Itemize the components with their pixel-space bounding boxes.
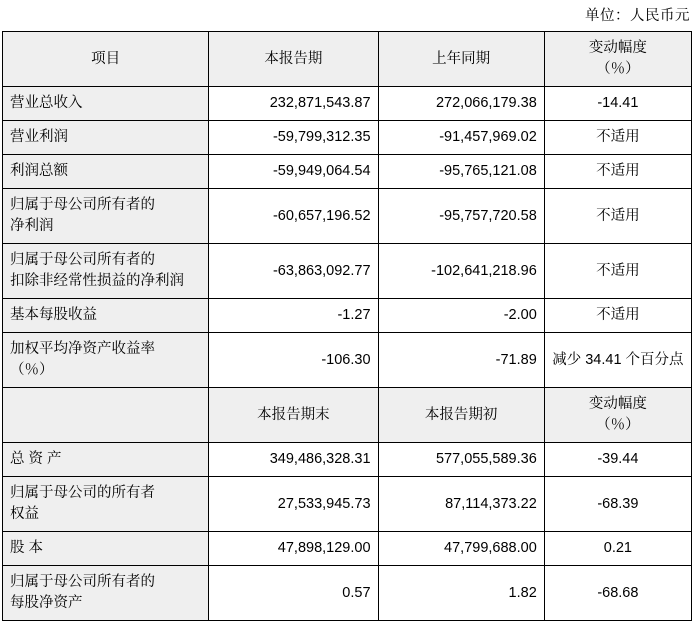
row-label: 总 资 产 bbox=[3, 443, 209, 477]
row-change-value: 不适用 bbox=[544, 121, 691, 155]
row-label-line1: 归属于母公司所有者的 bbox=[10, 252, 155, 269]
table-row bbox=[3, 189, 692, 244]
row-label: 营业利润 bbox=[3, 121, 209, 155]
table-row bbox=[3, 87, 692, 121]
header-item-balance bbox=[3, 388, 209, 443]
row-label-line1: 归属于母公司所有者的 bbox=[10, 197, 155, 214]
row-change-value: -14.41 bbox=[544, 87, 691, 121]
row-label: 营业总收入 bbox=[3, 87, 209, 121]
row-previous-value: 47,799,688.00 bbox=[378, 532, 544, 566]
row-label-line2: （％） bbox=[10, 362, 54, 379]
row-previous-value: -2.00 bbox=[378, 299, 544, 333]
row-current-value: 349,486,328.31 bbox=[209, 443, 378, 477]
row-previous-value: 272,066,179.38 bbox=[378, 87, 544, 121]
header-change-rate-line2: （％） bbox=[596, 61, 640, 78]
row-label-line2: 扣除非经常性损益的净利润 bbox=[10, 273, 184, 290]
row-current-value: -59,949,064.54 bbox=[209, 155, 378, 189]
row-change-value: 不适用 bbox=[544, 299, 691, 333]
header-change-rate-balance bbox=[544, 388, 691, 443]
unit-note: 单位：人民币元 bbox=[585, 8, 690, 24]
row-change-value: -68.39 bbox=[544, 477, 691, 532]
row-change-value: 不适用 bbox=[544, 244, 691, 299]
header-change-rate-balance-line1: 变动幅度 bbox=[588, 396, 647, 413]
row-label: 利润总额 bbox=[3, 155, 209, 189]
row-current-value: 232,871,543.87 bbox=[209, 87, 378, 121]
row-previous-value: 577,055,589.36 bbox=[378, 443, 544, 477]
table-row bbox=[3, 155, 692, 189]
header-change-rate bbox=[544, 32, 691, 87]
row-change-value: 不适用 bbox=[544, 189, 691, 244]
table-row bbox=[3, 443, 692, 477]
table-row bbox=[3, 299, 692, 333]
row-label-line1: 归属于母公司所有者的 bbox=[10, 574, 155, 591]
financial-summary-table bbox=[2, 31, 692, 621]
table-row bbox=[3, 532, 692, 566]
header-change-rate-balance-line2: （％） bbox=[596, 417, 640, 434]
row-label-line2: 净利润 bbox=[10, 218, 54, 235]
table-row bbox=[3, 566, 692, 621]
row-previous-value: 87,114,373.22 bbox=[378, 477, 544, 532]
row-current-value: 27,533,945.73 bbox=[209, 477, 378, 532]
table-row bbox=[3, 244, 692, 299]
row-previous-value: -91,457,969.02 bbox=[378, 121, 544, 155]
row-current-value: -59,799,312.35 bbox=[209, 121, 378, 155]
row-label bbox=[3, 477, 209, 532]
header-previous-period: 上年同期 bbox=[378, 32, 544, 87]
row-change-value: -68.68 bbox=[544, 566, 691, 621]
header-period-begin: 本报告期初 bbox=[378, 388, 544, 443]
row-change-value: 0.21 bbox=[544, 532, 691, 566]
row-label bbox=[3, 333, 209, 388]
row-current-value: -60,657,196.52 bbox=[209, 189, 378, 244]
row-label: 股 本 bbox=[3, 532, 209, 566]
row-change-value: 不适用 bbox=[544, 155, 691, 189]
table-header-row-balance bbox=[3, 388, 692, 443]
row-previous-value: 1.82 bbox=[378, 566, 544, 621]
header-item: 项目 bbox=[3, 32, 209, 87]
row-change-value: 减少 34.41 个百分点 bbox=[544, 333, 691, 388]
row-previous-value: -71.89 bbox=[378, 333, 544, 388]
table-row bbox=[3, 121, 692, 155]
row-current-value: 47,898,129.00 bbox=[209, 532, 378, 566]
row-label bbox=[3, 189, 209, 244]
row-label: 基本每股收益 bbox=[3, 299, 209, 333]
header-period-end: 本报告期末 bbox=[209, 388, 378, 443]
row-label-line1: 归属于母公司的所有者 bbox=[10, 485, 155, 502]
header-current-period: 本报告期 bbox=[209, 32, 378, 87]
table-header-row-period bbox=[3, 32, 692, 87]
row-previous-value: -95,765,121.08 bbox=[378, 155, 544, 189]
row-current-value: 0.57 bbox=[209, 566, 378, 621]
table-row bbox=[3, 477, 692, 532]
row-label-line2: 每股净资产 bbox=[10, 595, 83, 612]
row-previous-value: -102,641,218.96 bbox=[378, 244, 544, 299]
row-change-value: -39.44 bbox=[544, 443, 691, 477]
row-previous-value: -95,757,720.58 bbox=[378, 189, 544, 244]
row-label bbox=[3, 244, 209, 299]
row-current-value: -106.30 bbox=[209, 333, 378, 388]
row-label-line2: 权益 bbox=[10, 506, 39, 523]
table-row bbox=[3, 333, 692, 388]
header-change-rate-line1: 变动幅度 bbox=[588, 40, 647, 56]
row-current-value: -63,863,092.77 bbox=[209, 244, 378, 299]
row-label bbox=[3, 566, 209, 621]
row-label-line1: 加权平均净资产收益率 bbox=[10, 341, 155, 358]
row-current-value: -1.27 bbox=[209, 299, 378, 333]
